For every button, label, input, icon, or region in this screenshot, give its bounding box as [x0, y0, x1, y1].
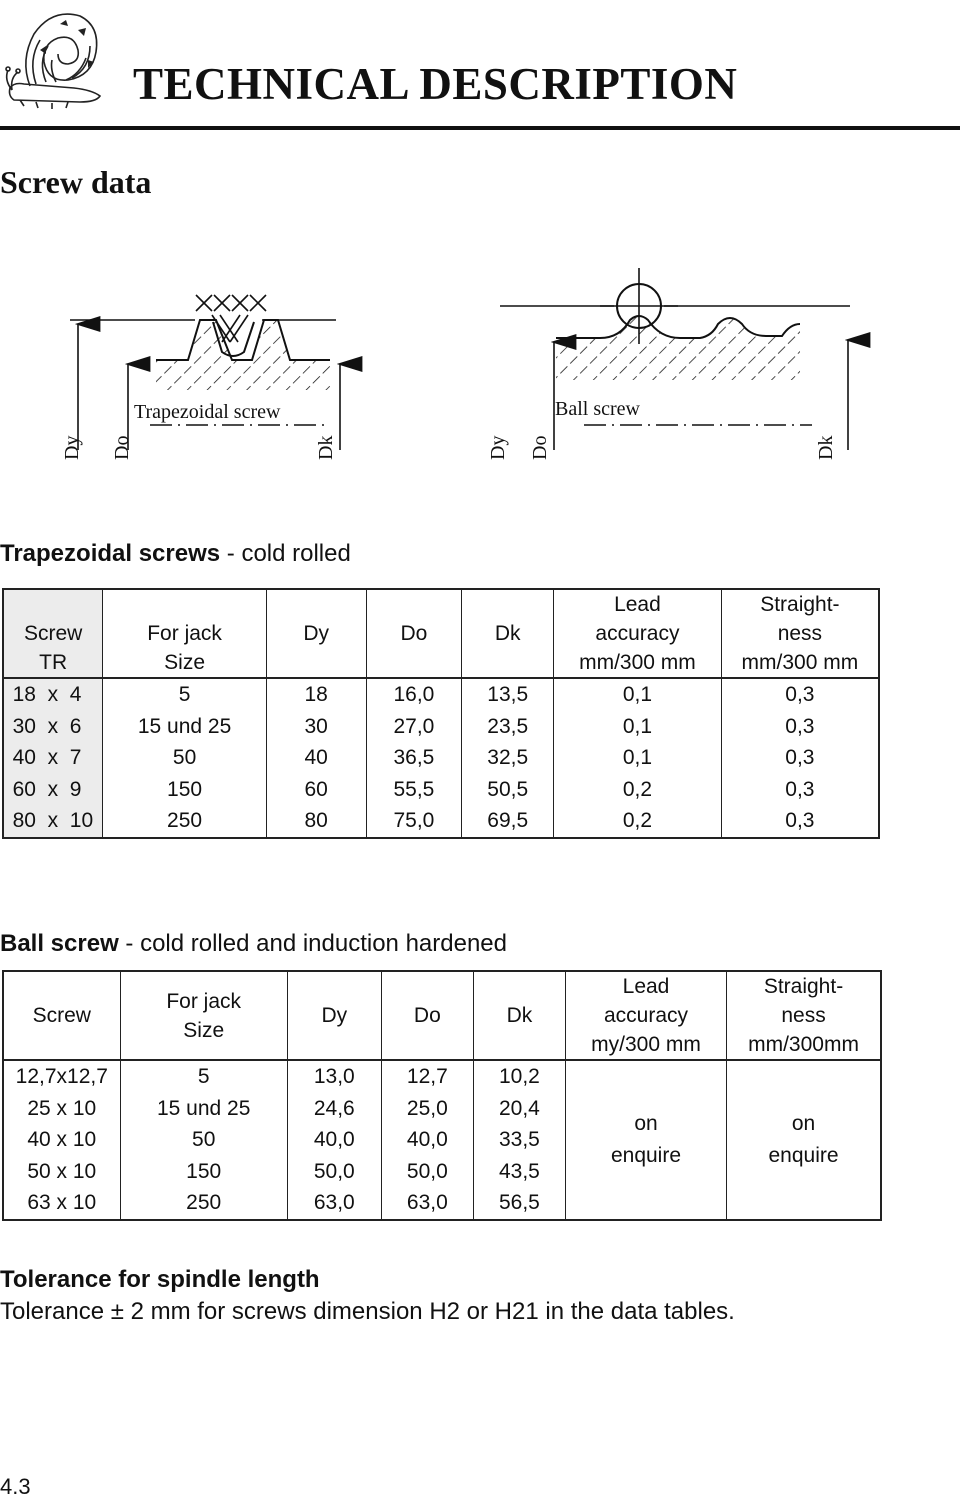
header-jack-size: For jack Size	[120, 971, 287, 1060]
header-dk: Dk	[473, 971, 565, 1060]
tolerance-text: Tolerance ± 2 mm for screws dimension H2 or H21 in the data tables.	[0, 1298, 735, 1325]
header-dk: Dk	[462, 589, 554, 678]
header-do: Do	[366, 589, 462, 678]
header-straightness: Straight- ness mm/300mm	[727, 971, 881, 1060]
table-header-row	[3, 971, 881, 1060]
tolerance-title: Tolerance for spindle length	[0, 1266, 320, 1293]
section-title: Screw data	[0, 164, 152, 200]
ball-dim-dk: Dk	[815, 435, 837, 460]
table-row: 80 x 10 250 80 75,0 69,5 0,2 0,3	[3, 805, 879, 838]
table-row: 60 x 9 150 60 55,5 50,5 0,2 0,3	[3, 774, 879, 806]
table-row: 40 x 7 50 40 36,5 32,5 0,1 0,3	[3, 742, 879, 774]
ball-table-heading: Ball screw - cold rolled and induction hardened	[0, 930, 507, 957]
table-row: 63 x 10 250 63,0 63,0 56,5	[3, 1187, 881, 1220]
table-row: 25 x 10 15 und 25 24,6 25,0 20,4	[3, 1093, 881, 1125]
table-row: 30 x 6 15 und 25 30 27,0 23,5 0,1 0,3	[3, 711, 879, 743]
ball-screw-label: Ball screw	[555, 398, 640, 420]
trap-dim-do: Do	[111, 435, 133, 460]
ball-screw-table	[2, 970, 882, 1221]
header-lead-accuracy: Lead accuracy my/300 mm	[565, 971, 726, 1060]
trapezoidal-table-heading: Trapezoidal screws - cold rolled	[0, 540, 351, 567]
lead-accuracy-value: on enquire	[565, 1060, 726, 1220]
header-lead-accuracy: Lead accuracy mm/300 mm	[554, 589, 722, 678]
header-jack-size: For jack Size	[103, 589, 267, 678]
header-screw: Screw TR	[3, 589, 103, 678]
trapezoidal-screw-table	[2, 588, 880, 839]
trap-dim-dk: Dk	[315, 435, 337, 460]
ball-screw-figure	[487, 268, 850, 460]
page-number: 4.3	[0, 1474, 31, 1499]
ball-dim-dy: Dy	[487, 435, 509, 460]
trapezoidal-screw-figure	[61, 295, 340, 460]
trapezoidal-screw-label: Trapezoidal screw	[134, 401, 281, 423]
straightness-value: on enquire	[727, 1060, 881, 1220]
header-dy: Dy	[287, 971, 381, 1060]
title-divider	[0, 126, 960, 130]
header-straightness: Straight- ness mm/300 mm	[721, 589, 879, 678]
table-row: 12,7x12,7 5 13,0 12,7 10,2 on enquire on enquire	[3, 1060, 881, 1093]
table-row: 18 x 4 5 18 16,0 13,5 0,1 0,3	[3, 678, 879, 711]
header-dy: Dy	[266, 589, 366, 678]
table-header-row	[3, 589, 879, 678]
header-do: Do	[381, 971, 473, 1060]
table-row: 50 x 10 150 50,0 50,0 43,5	[3, 1156, 881, 1188]
trap-dim-dy: Dy	[61, 435, 83, 460]
snail-logo-icon	[0, 0, 112, 112]
screw-profile-diagram	[0, 260, 960, 470]
ball-dim-do: Do	[529, 435, 551, 460]
page-title: TECHNICAL DESCRIPTION	[133, 59, 738, 109]
header-screw: Screw	[3, 971, 120, 1060]
table-row: 40 x 10 50 40,0 40,0 33,5	[3, 1124, 881, 1156]
